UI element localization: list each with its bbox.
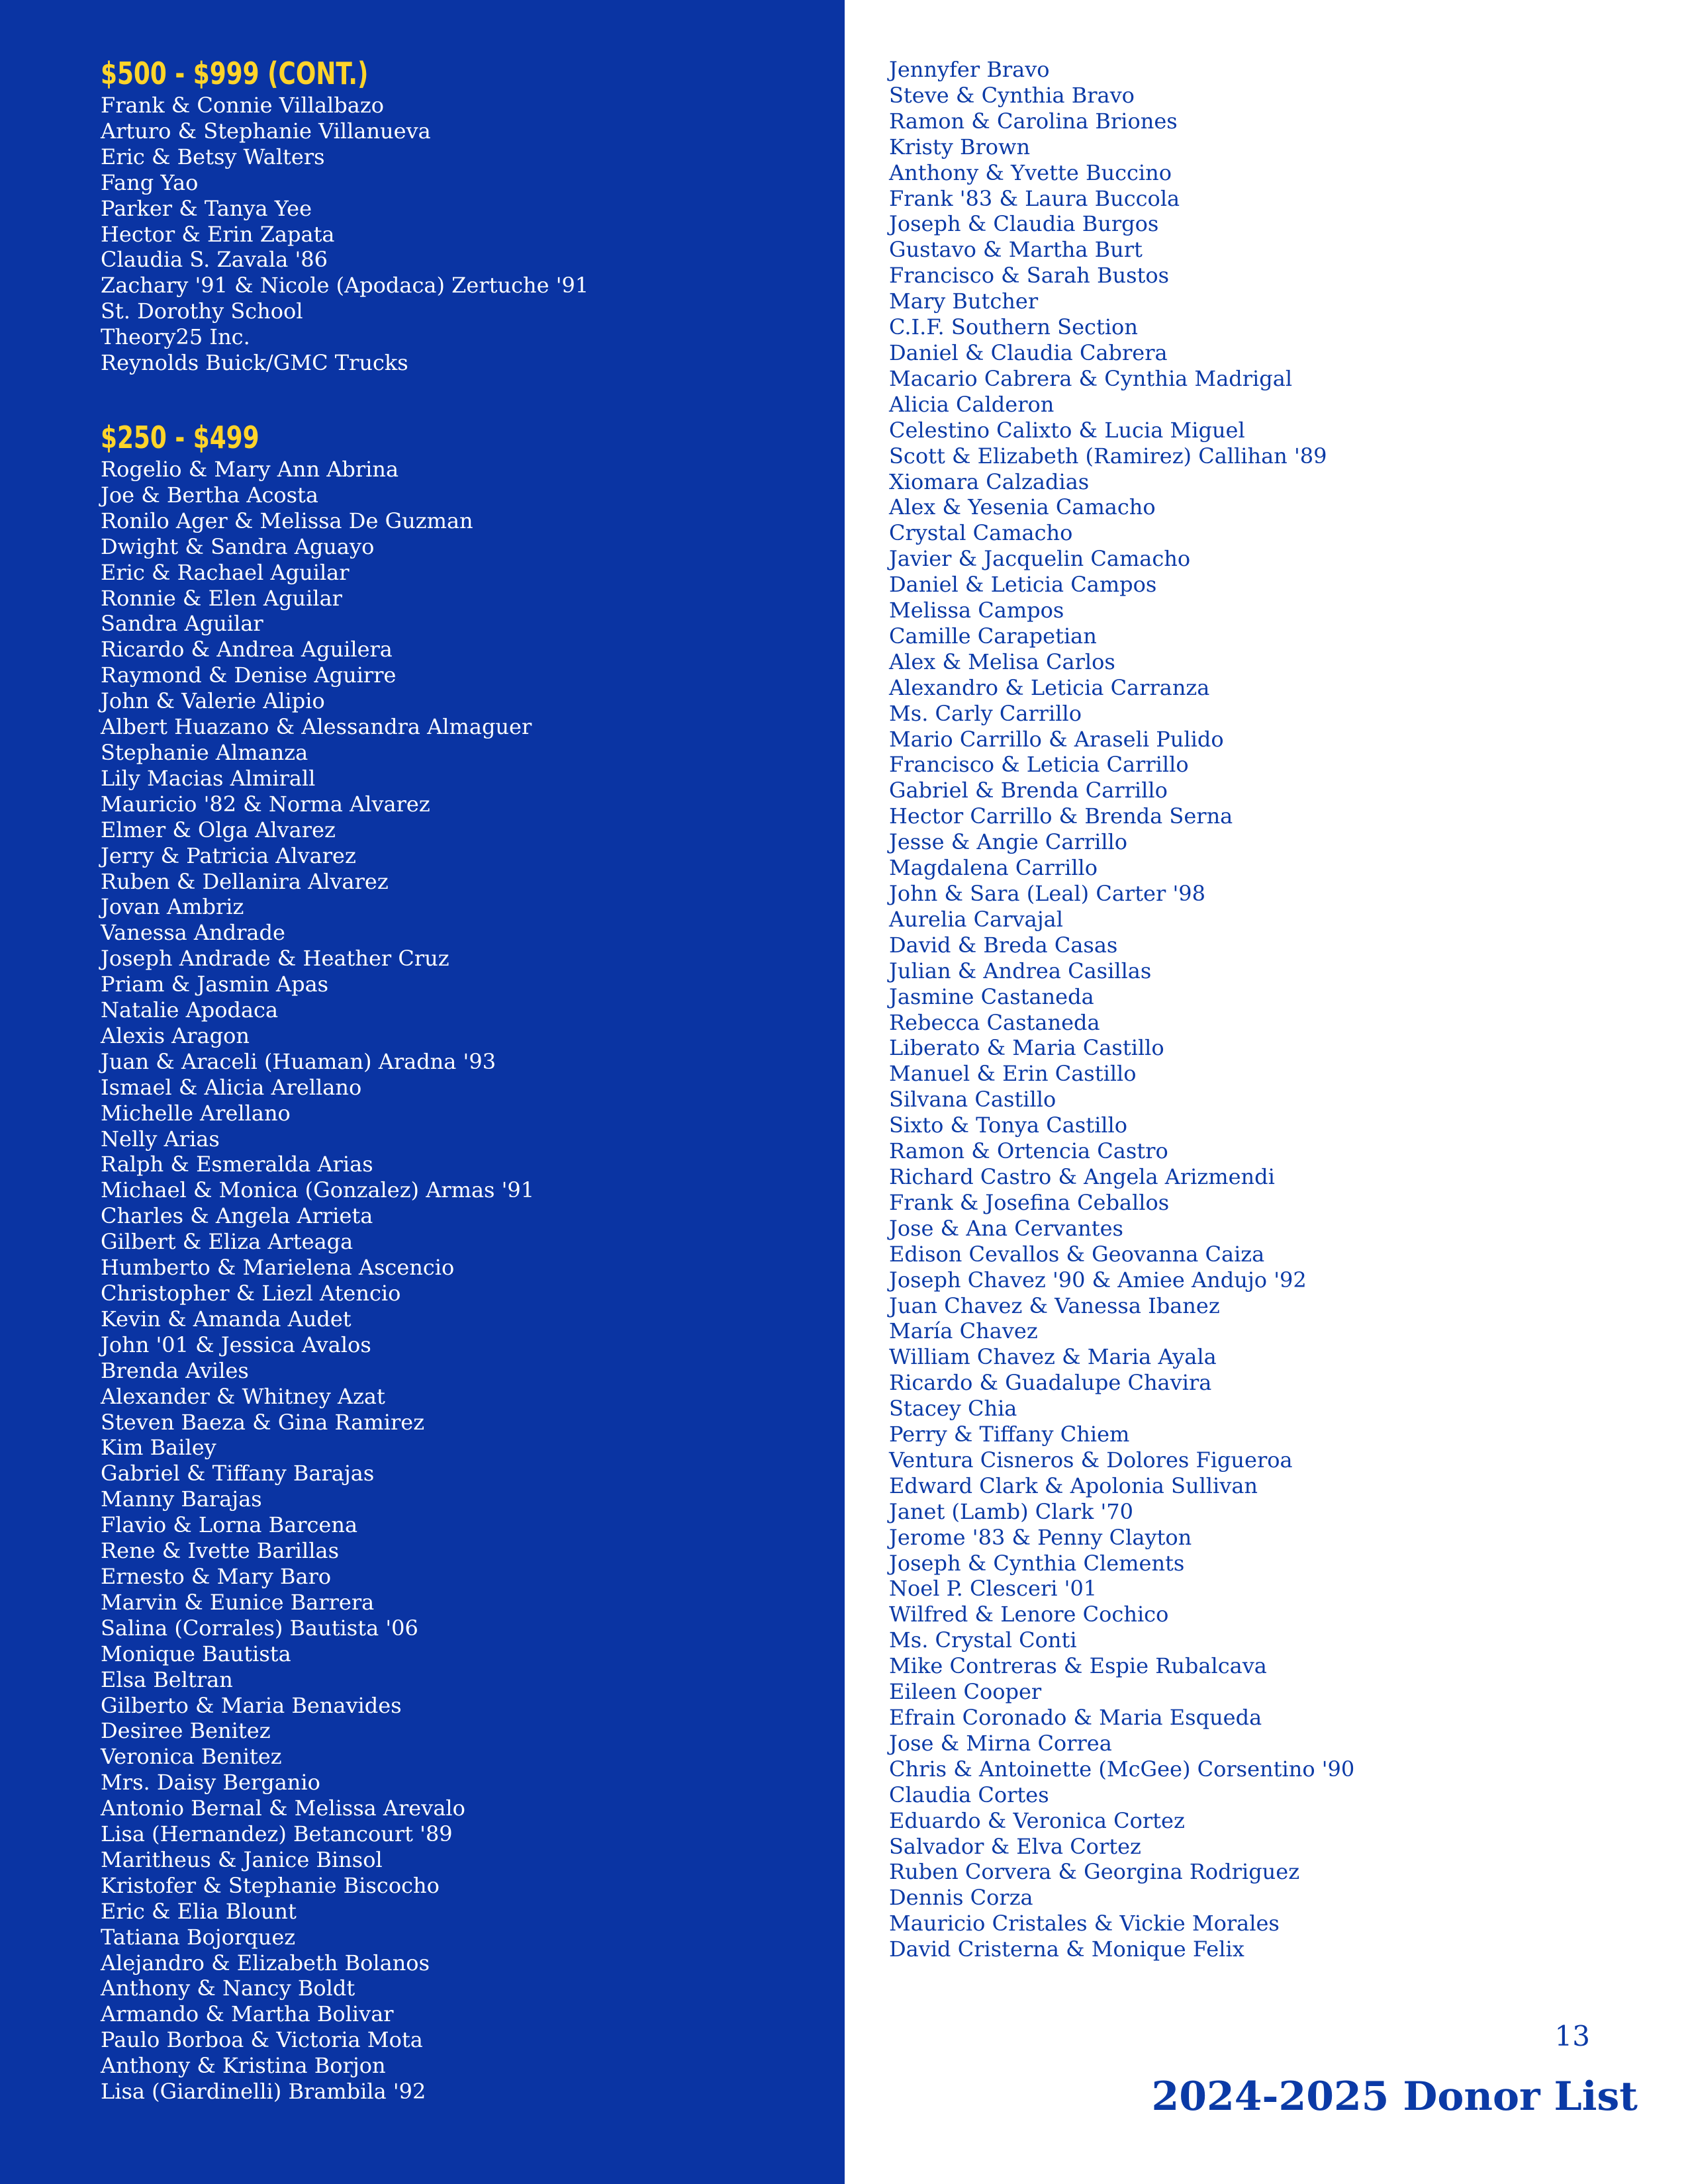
donor-name: Juan & Araceli (Huaman) Aradna '93 [101, 1048, 496, 1074]
donor-name: Sixto & Tonya Castillo [889, 1113, 1128, 1138]
donor-name: Michael & Monica (Gonzalez) Armas '91 [101, 1177, 535, 1203]
donor-name: Zachary '91 & Nicole (Apodaca) Zertuche '91 [101, 273, 589, 298]
donor-name: Parker & Tanya Yee [101, 195, 312, 221]
donor-name: Daniel & Leticia Campos [889, 572, 1157, 598]
donor-name: Xiomara Calzadias [889, 469, 1090, 494]
donor-name: Gilberto & Maria Benavides [101, 1692, 402, 1718]
donor-name: Claudia Cortes [889, 1782, 1049, 1807]
donor-name: Gabriel & Brenda Carrillo [889, 778, 1168, 803]
donor-name: Manuel & Erin Castillo [889, 1061, 1137, 1087]
donor-name: Steve & Cynthia Bravo [889, 82, 1135, 108]
donor-name: Joseph Chavez '90 & Amiee Andujo '92 [889, 1267, 1307, 1293]
donor-name: Alexander & Whitney Azat [101, 1383, 385, 1409]
donor-name: Scott & Elizabeth (Ramirez) Callihan '89 [889, 443, 1327, 469]
donor-name: Hector Carrillo & Brenda Serna [889, 803, 1233, 829]
donor-name: Rebecca Castaneda [889, 1009, 1100, 1035]
donor-name: Natalie Apodaca [101, 997, 279, 1023]
donor-name: Kristofer & Stephanie Biscocho [101, 1872, 440, 1898]
donor-name: Stephanie Almanza [101, 739, 308, 765]
donor-name: Ernesto & Mary Baro [101, 1563, 332, 1589]
donor-name: Lisa (Giardinelli) Brambila '92 [101, 2079, 426, 2105]
donor-name: Chris & Antoinette (McGee) Corsentino '90 [889, 1756, 1355, 1782]
donor-name: Gabriel & Tiffany Barajas [101, 1461, 375, 1486]
donor-name: Salvador & Elva Cortez [889, 1833, 1141, 1859]
donor-name: Maritheus & Janice Binsol [101, 1846, 383, 1872]
donor-name: Ms. Carly Carrillo [889, 700, 1082, 726]
donor-name: Camille Carapetian [889, 623, 1097, 649]
donor-name: Mike Contreras & Espie Rubalcava [889, 1653, 1267, 1679]
donor-name: Frank '83 & Laura Buccola [889, 185, 1180, 211]
donor-name: Joseph Andrade & Heather Cruz [101, 946, 449, 972]
donor-name: Mauricio Cristales & Vickie Morales [889, 1911, 1280, 1936]
donor-name: Aurelia Carvajal [889, 906, 1063, 932]
donor-name: Alejandro & Elizabeth Bolanos [101, 1950, 430, 1976]
donor-name: St. Dorothy School [101, 298, 303, 324]
donor-name: Manny Barajas [101, 1486, 262, 1512]
donor-name: Gustavo & Martha Burt [889, 237, 1143, 263]
donor-name: Monique Bautista [101, 1641, 291, 1666]
donor-name: Ramon & Ortencia Castro [889, 1138, 1168, 1164]
donor-name: Marvin & Eunice Barrera [101, 1589, 375, 1615]
donor-name: Francisco & Sarah Bustos [889, 263, 1170, 289]
donor-name: Arturo & Stephanie Villanueva [101, 118, 431, 144]
donor-name: Ralph & Esmeralda Arias [101, 1152, 373, 1177]
donor-name: Liberato & Maria Castillo [889, 1035, 1164, 1061]
donor-list [101, 93, 588, 376]
donor-name: Lily Macias Almirall [101, 765, 316, 791]
section-500-999 [101, 54, 588, 376]
donor-name: Frank & Josefina Ceballos [889, 1189, 1170, 1215]
donor-name: Salina (Corrales) Bautista '06 [101, 1615, 418, 1641]
donor-name: Joseph & Cynthia Clements [889, 1550, 1185, 1576]
donor-name: Jesse & Angie Carrillo [889, 829, 1128, 855]
donor-name: Fang Yao [101, 169, 199, 195]
section-250-499 [101, 418, 534, 2105]
donor-name: Julian & Andrea Casillas [889, 958, 1152, 983]
donor-name: Crystal Camacho [889, 520, 1073, 546]
donor-name: Alexandro & Leticia Carranza [889, 674, 1210, 700]
donor-name: Frank & Connie Villalbazo [101, 93, 384, 118]
donor-name: Jose & Ana Cervantes [889, 1215, 1123, 1241]
donor-name: William Chavez & Maria Ayala [889, 1344, 1217, 1370]
donor-name: Juan Chavez & Vanessa Ibanez [889, 1293, 1220, 1318]
donor-name: David Cristerna & Monique Felix [889, 1936, 1244, 1962]
donor-name: María Chavez [889, 1318, 1038, 1344]
donor-name: Elsa Beltran [101, 1666, 233, 1692]
donor-name: Joseph & Claudia Burgos [889, 211, 1159, 237]
donor-name: Jerry & Patricia Alvarez [101, 842, 356, 868]
donor-name: Eric & Elia Blount [101, 1898, 297, 1924]
donor-name: Veronica Benitez [101, 1744, 282, 1770]
donor-name: Steven Baeza & Gina Ramirez [101, 1409, 425, 1435]
donor-name: Anthony & Yvette Buccino [889, 159, 1172, 185]
donor-name: Alicia Calderon [889, 391, 1055, 417]
donor-name: Reynolds Buick/GMC Trucks [101, 350, 408, 376]
donor-name: Vanessa Andrade [101, 920, 285, 946]
donor-name: Albert Huazano & Alessandra Almaguer [101, 714, 532, 740]
footer-title: 2024-2025 Donor List [1151, 2073, 1638, 2120]
donor-name: Stacey Chia [889, 1396, 1017, 1422]
donor-name: Perry & Tiffany Chiem [889, 1422, 1130, 1447]
donor-name: Tatiana Bojorquez [101, 1924, 296, 1950]
donor-name: John '01 & Jessica Avalos [101, 1332, 371, 1357]
donor-name: Dwight & Sandra Aguayo [101, 533, 375, 559]
donor-name: Ricardo & Guadalupe Chavira [889, 1370, 1212, 1396]
donor-name: Mario Carrillo & Araseli Pulido [889, 726, 1224, 752]
donor-name: Eduardo & Veronica Cortez [889, 1807, 1185, 1833]
donor-name: Lisa (Hernandez) Betancourt '89 [101, 1821, 453, 1847]
donor-list [889, 57, 1354, 1962]
donor-name: Ms. Crystal Conti [889, 1627, 1077, 1653]
donor-name: Daniel & Claudia Cabrera [889, 340, 1168, 365]
donor-name: Brenda Aviles [101, 1357, 249, 1383]
donor-name: Eric & Betsy Walters [101, 144, 325, 169]
donor-name: Paulo Borboa & Victoria Mota [101, 2027, 423, 2053]
donor-name: Kim Bailey [101, 1435, 216, 1461]
donor-name: Wilfred & Lenore Cochico [889, 1602, 1169, 1627]
donor-name: Priam & Jasmin Apas [101, 972, 329, 997]
donor-name: Jose & Mirna Correa [889, 1730, 1112, 1756]
donor-name: Janet (Lamb) Clark '70 [889, 1498, 1133, 1524]
donor-name: Eric & Rachael Aguilar [101, 559, 350, 585]
donor-name: Francisco & Leticia Carrillo [889, 752, 1189, 778]
page-number: 13 [1554, 2020, 1590, 2052]
donor-name: Celestino Calixto & Lucia Miguel [889, 417, 1245, 443]
donor-name: Rene & Ivette Barillas [101, 1538, 339, 1564]
donor-name: Magdalena Carrillo [889, 855, 1098, 881]
donor-name: Antonio Bernal & Melissa Arevalo [101, 1796, 465, 1821]
donor-name: Flavio & Lorna Barcena [101, 1512, 358, 1538]
donor-name: Ronnie & Elen Aguilar [101, 585, 342, 611]
donor-name: Jovan Ambriz [101, 894, 244, 920]
donor-name: Mrs. Daisy Berganio [101, 1770, 320, 1796]
donor-name: Ismael & Alicia Arellano [101, 1074, 362, 1100]
donor-name: Eileen Cooper [889, 1679, 1042, 1705]
donor-name: Richard Castro & Angela Arizmendi [889, 1163, 1275, 1189]
donor-name: Ricardo & Andrea Aguilera [101, 637, 393, 662]
donor-name: Jennyfer Bravo [889, 57, 1050, 82]
section-heading: $250 - $499 [101, 420, 259, 455]
donor-name: John & Valerie Alipio [101, 688, 325, 714]
donor-name: Joe & Bertha Acosta [101, 482, 318, 508]
donor-name: Kristy Brown [889, 134, 1031, 159]
donor-name: Dennis Corza [889, 1885, 1033, 1911]
donor-name: Jasmine Castaneda [889, 983, 1094, 1009]
donor-name: Theory25 Inc. [101, 324, 250, 350]
donor-name: Sandra Aguilar [101, 611, 263, 637]
donor-name: Anthony & Nancy Boldt [101, 1976, 355, 2001]
donor-name: Rogelio & Mary Ann Abrina [101, 457, 399, 482]
donor-name: Mary Butcher [889, 289, 1039, 314]
donor-name: Humberto & Marielena Ascencio [101, 1255, 455, 1281]
right-column [889, 57, 1354, 1962]
donor-list [101, 457, 534, 2105]
donor-name: Charles & Angela Arrieta [101, 1203, 373, 1229]
donor-name: Kevin & Amanda Audet [101, 1306, 352, 1332]
donor-name: Claudia S. Zavala '86 [101, 247, 328, 273]
donor-name: Alex & Melisa Carlos [889, 649, 1115, 674]
donor-name: Nelly Arias [101, 1126, 220, 1152]
donor-name: Ventura Cisneros & Dolores Figueroa [889, 1447, 1293, 1473]
donor-name: John & Sara (Leal) Carter '98 [889, 881, 1205, 906]
donor-name: Ronilo Ager & Melissa De Guzman [101, 508, 473, 533]
donor-name: Macario Cabrera & Cynthia Madrigal [889, 365, 1293, 391]
donor-name: Efrain Coronado & Maria Esqueda [889, 1705, 1262, 1730]
section-heading: $500 - $999 (CONT.) [101, 56, 369, 91]
donor-name: Desiree Benitez [101, 1718, 271, 1744]
donor-name: Melissa Campos [889, 598, 1064, 623]
donor-name: Michelle Arellano [101, 1100, 291, 1126]
donor-name: Hector & Erin Zapata [101, 221, 335, 247]
donor-name: Raymond & Denise Aguirre [101, 662, 397, 688]
donor-name: Jerome '83 & Penny Clayton [889, 1524, 1192, 1550]
donor-name: Noel P. Clesceri '01 [889, 1576, 1098, 1602]
donor-name: Edison Cevallos & Geovanna Caiza [889, 1241, 1265, 1267]
donor-name: Mauricio '82 & Norma Alvarez [101, 791, 430, 817]
donor-name: Javier & Jacquelin Camacho [889, 546, 1191, 572]
donor-name: Ramon & Carolina Briones [889, 108, 1178, 134]
donor-name: C.I.F. Southern Section [889, 314, 1138, 340]
donor-name: Anthony & Kristina Borjon [101, 2053, 386, 2079]
donor-name: Edward Clark & Apolonia Sullivan [889, 1473, 1258, 1498]
donor-name: Elmer & Olga Alvarez [101, 817, 336, 842]
donor-name: Christopher & Liezl Atencio [101, 1281, 401, 1306]
donor-name: Gilbert & Eliza Arteaga [101, 1229, 353, 1255]
donor-name: Armando & Martha Bolivar [101, 2001, 394, 2027]
donor-name: Alexis Aragon [101, 1023, 250, 1048]
donor-name: Silvana Castillo [889, 1087, 1056, 1113]
donor-name: Alex & Yesenia Camacho [889, 494, 1156, 520]
donor-name: Ruben Corvera & Georgina Rodriguez [889, 1859, 1300, 1885]
donor-name: Ruben & Dellanira Alvarez [101, 868, 389, 894]
donor-name: David & Breda Casas [889, 932, 1118, 958]
